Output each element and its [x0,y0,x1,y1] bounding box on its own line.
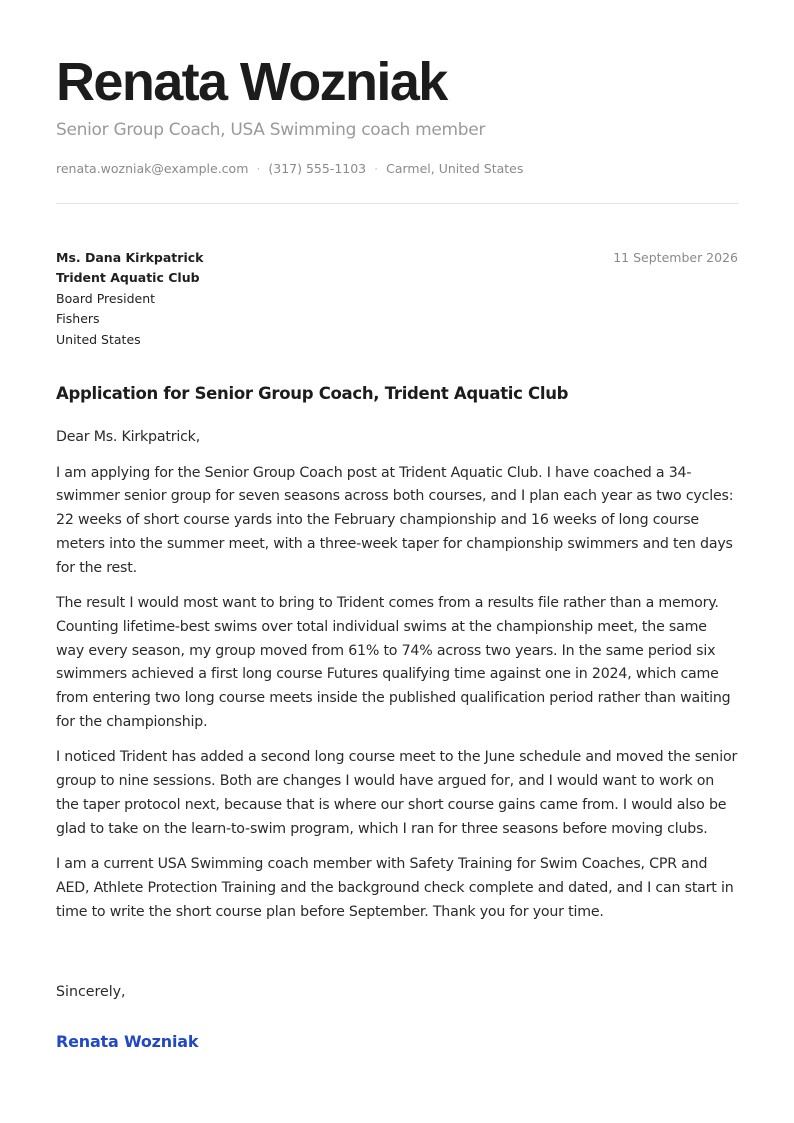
contact-location: Carmel, United States [386,161,524,176]
contact-line [56,160,523,178]
contact-separator: · [374,161,379,176]
contact-email[interactable]: renata.wozniak@example.com [56,161,249,176]
body-paragraph: I am applying for the Senior Group Coach post at Trident Aquatic Club. I have coached a 34-swimmer senior group for seven seasons across both courses, and I plan each year as two cycles: 22 weeks of short course yards into the February championship and 16 weeks of long course meters into the summer meet, with a three-week taper for championship swimmers and ten days for the rest. [56,464,734,576]
header-divider [56,203,738,204]
letter-date: 11 September 2026 [613,250,738,265]
body-paragraph: The result I would most want to bring to Trident comes from a results file rather than a memory. Counting lifetime-best swims over total individual swims at the championship meet, the same way every season, my group moved from 61% to 74% across two years. In the same period six swimmers achieved a first long course Futures qualifying time against one in 2024, which came from entering two long course meets inside the published qualification period rather than waiting for the championship. [56,595,731,730]
applicant-name: Renata Wozniak [56,52,447,112]
recipient-name: Ms. Dana Kirkpatrick [56,250,204,265]
contact-separator: · [256,161,261,176]
letter-body [56,426,738,936]
signature: Renata Wozniak [56,1032,199,1051]
letter-subject: Application for Senior Group Coach, Trident Aquatic Club [56,384,569,403]
applicant-role: Senior Group Coach, USA Swimming coach member [56,120,486,140]
recipient-city: Fishers [56,311,100,327]
recipient-organization: Trident Aquatic Club [56,270,200,286]
body-paragraph: I am a current USA Swimming coach member with Safety Training for Swim Coaches, CPR and AED, Athlete Protection Training and the background check complete and dated, and I can start in time to write the short course plan before September. Thank you for your time. [56,856,734,920]
closing: Sincerely, [56,984,126,1000]
recipient-title: Board President [56,290,156,306]
contact-phone[interactable]: (317) 555-1103 [268,161,367,176]
salutation: Dear Ms. Kirkpatrick, [56,429,200,445]
recipient-block [56,248,203,350]
body-paragraph: I noticed Trident has added a second long course meet to the June schedule and moved the senior group to nine sessions. Both are changes I would have argued for, and I would want to work on the taper protocol next, because that is where our short course gains came from. I would also be glad to take on the learn-to-swim program, which I ran for three seasons before moving clubs. [56,749,738,837]
recipient-country: United States [56,331,141,347]
